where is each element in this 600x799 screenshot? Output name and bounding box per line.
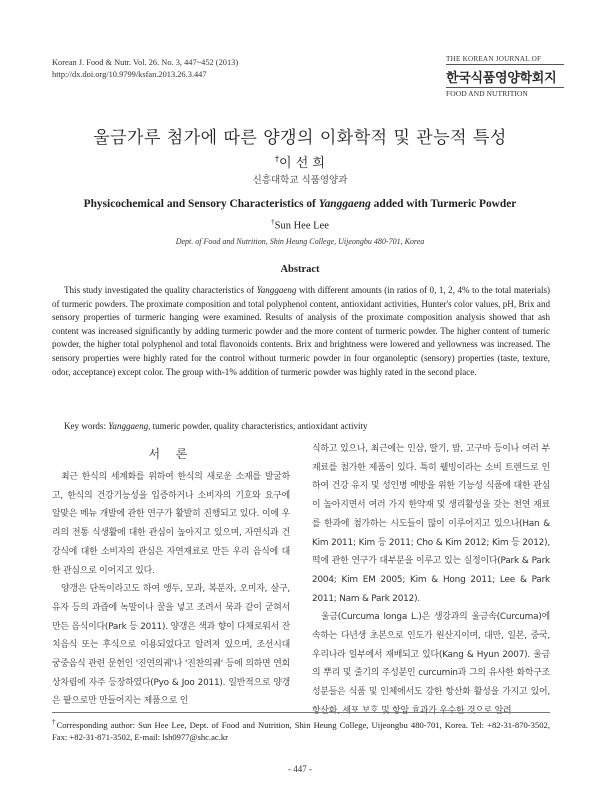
journal-en-top: THE KOREAN JOURNAL OF [446,55,564,65]
author-en-mark: † [271,218,275,226]
journal-en-bottom: FOOD AND NUTRITION [446,87,564,98]
journal-kr: 한국식품영양학회지 [446,71,557,86]
section-heading-intro: 서 론 [148,447,194,461]
right-column [312,440,550,721]
journal-citation [52,57,238,81]
corresponding-author-footnote [52,716,550,744]
title-english [0,198,600,210]
keywords-italic: Yanggaeng [108,421,149,431]
author-en-name: Sun Hee Lee [274,220,329,232]
title-korean: 울금가루 첨가에 따른 양갱의 이화학적 및 관능적 특성 [93,128,507,148]
left-column [52,440,290,711]
keywords [64,421,554,431]
title-en-part1: Physicochemical and Sensory Characteristics of [83,198,319,210]
right-paragraph-2: 울금(Curcuma longa L.)은 생강과의 울금속(Curcuma)에 속하는 다년생 초본으로 인도가 원산지이며, 대만, 일본, 중국, 우리나라 일부에서 재배되고 있다(Kang & Hyun 2007). 울금의 뿌리 및 줄기의 주성분인 curcumin과 그의 유사한 화학구조 성분들은 식품 및 인체에서도 강한 항산화 활성을 가지고 있어, 항산화, 세포 보호 및 항암 효과가 우수한 것으로 알려 [312,612,550,716]
affiliation-english: Dept. of Food and Nutrition, Shin Heung College, Uijeongbu 480-701, Korea [175,237,425,246]
affiliation-korean: 신흥대학교 식품영양과 [252,175,348,186]
footnote-text: Corresponding author: Sun Hee Lee, Dept. of Food and Nutrition, Shin Heung College, Uijeongbu 480-701, Korea. Tel: +82-31-870-3502, Fax: +82-31-871-3502, E-mail: lsh0977@shc.ac.kr [52,719,550,743]
author-korean [0,152,600,171]
author-kr-name: 이 선 희 [279,156,325,171]
doi-link[interactable]: http://dx.doi.org/10.9799/ksfan.2013.26.3.447 [52,70,207,79]
journal-logo [446,55,564,98]
title-en-italic: Yanggaeng [318,198,371,210]
title-en-part2: added with Turmeric Powder [370,198,517,210]
right-paragraph-1: 식하고 있으나, 최근에는 인삼, 딸기, 밤, 고구마 등이나 여러 부재료를 첨가한 제품이 있다. 특히 웰빙이라는 소비 트렌드로 인하여 건강 유지 및 성인병 예방을 위한 기능성 식품에 대한 관심이 높아지면서 여러 가지 한약재 및 생리활성을 갖는 천연 재료를 한과에 첨가하는 시도들이 많이 이루어지고 있으나(Han & Kim 2011; Kim 등 2011; Cho & Kim 2012; Kim 등 2012), 떡에 관한 연구가 대부분을 이루고 있는 실정이다(Park & Park 2004; Kim EM 2005; Kim & Hong 2011; Lee & Park 2011; Nam & Park 2012). [312,444,550,604]
keywords-label: Key words: [64,421,109,431]
author-mark: † [275,154,280,164]
abstract-part1: This study investigated the quality characteristics of [64,285,257,295]
left-paragraph-1: 최근 한식의 세계화를 위하여 한식의 새로운 소재를 발굴하고, 한식의 건강기능성을 입증하거나 소비자의 기호와 요구에 알맞은 메뉴 개발에 관한 연구가 활발히 진행되고 있다. 이에 우리의 전통 식생활에 대한 관심이 높아지고 있으며, 자연식과 건강식에 대한 소비자의 관심은 자연재료로 만든 우리 음식에 대한 관심으로 이어지고 있다. [52,472,290,576]
footnote-divider [52,712,550,713]
abstract-heading: Abstract [280,264,320,275]
journal-line: Korean J. Food & Nutr. Vol. 26. No. 3, 447~452 (2013) [52,58,239,67]
abstract-italic: Yanggaeng [256,285,297,295]
author-english [0,218,600,232]
page-number: - 447 - [288,764,312,774]
left-paragraph-2: 양갱은 단독이라고도 하여 앵두, 모과, 복분자, 오미자, 살구, 유자 등의 과즙에 녹말이나 꿀을 넣고 조려서 묵과 같이 굳혀서 만든 음식이다(Park 등 2011). 양갱은 색과 향이 다채로워서 잔치음식 또는 후식으로 이용되었다고 알려져 있으며, 조선시대 궁중음식 관련 문헌인 '진연의궤'나 '진찬의궤' 등에 의하면 연회 상차림에 자주 등장하였다(Pyo & Joo 2011). 일반적으로 양갱은 팥으로만 만들어지는 제품으로 인 [52,584,290,707]
abstract-body [52,284,550,379]
abstract-part2: with different amounts (in ratios of 0, 1, 2, 4% to the total materials) of turmeric powders. The proximate composition and total polyphenol content, antioxidant activities, Hunter's color values, pH, Brix and sensory properties of turmeric hanging were examined. Results of analysis of the proximate composition analysis showed that ash content was increased significantly by adding turmeric powder and the more content of turmeric powder. The higher content of tumeric powder, the higher total polyphenol and total flavonoids contents. Brix and brightness were lowered and yellowness was increased. The sensory properties were highly rated for the control without turmeric powder in four organoleptic (sensory) properties (taste, texture, odor, acceptance) except color. The group with-1% addition of turmeric powder was highly rated in the second place. [52,285,551,377]
keywords-rest: , tumeric powder, quality characteristics, antioxidant activity [148,421,368,431]
footnote-mark: † [52,718,57,726]
